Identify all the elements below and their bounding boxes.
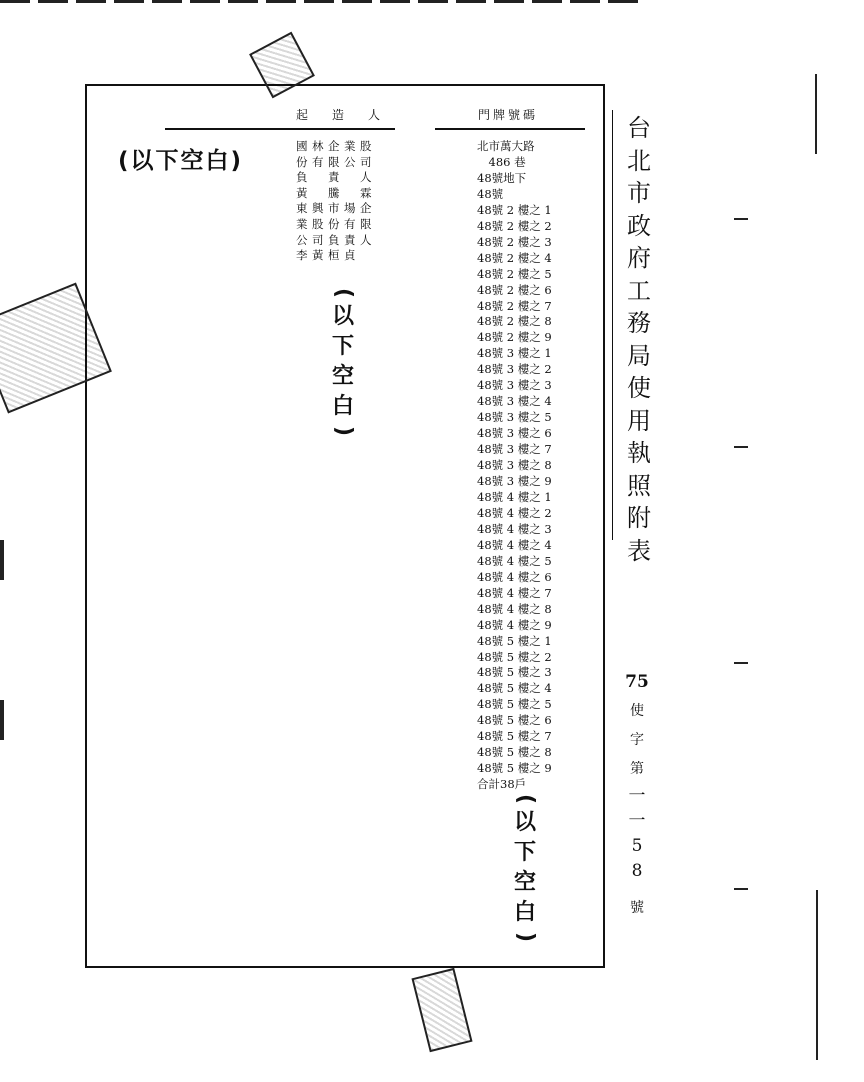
builder-line: 公司負責人 <box>296 232 376 247</box>
title-char: 附 <box>627 504 651 532</box>
address-line: 48號 3 樓之 7 <box>477 442 552 457</box>
title-char: 執 <box>627 439 651 467</box>
blank-mark-address <box>510 790 540 946</box>
permit-char: 第 <box>630 761 644 777</box>
address-line: 48號 3 樓之 8 <box>477 458 552 473</box>
permit-digit: 5 <box>631 836 643 856</box>
address-line: 48號 3 樓之 2 <box>477 362 552 377</box>
blank-mark-char: ) <box>513 931 538 943</box>
permit-number <box>622 668 652 923</box>
builder-line: 份有限公司 <box>296 154 376 169</box>
scan-mark <box>734 446 748 448</box>
seal-stamp-bottom <box>411 968 472 1052</box>
address-line: 48號 2 樓之 3 <box>477 234 552 249</box>
title-inner-rule <box>612 110 613 540</box>
builder-line: 黃 騰 霖 <box>296 185 376 200</box>
address-line: 48號 5 樓之 9 <box>477 761 552 776</box>
title-char: 務 <box>627 309 651 337</box>
address-list <box>477 139 552 793</box>
blank-mark-char: ( <box>513 793 538 805</box>
address-line: 48號 3 樓之 9 <box>477 474 552 489</box>
address-line: 48號 3 樓之 4 <box>477 394 552 409</box>
title-char: 使 <box>627 374 651 402</box>
blank-mark-horizontal: (以下空白) <box>118 148 244 174</box>
blank-mark-char: 白 <box>331 394 354 419</box>
builder-line: 業股份有限 <box>296 216 376 231</box>
permit-digit: 一 <box>628 811 646 831</box>
scan-mark <box>734 218 748 220</box>
builder-column-header: 起造人 <box>296 108 405 122</box>
address-line: 48號 5 樓之 3 <box>477 665 552 680</box>
address-line: 48號 5 樓之 4 <box>477 681 552 696</box>
scan-mark <box>816 890 818 1060</box>
title-char: 局 <box>627 341 651 370</box>
address-line: 48號 2 樓之 6 <box>477 282 552 297</box>
address-line: 48號 5 樓之 6 <box>477 713 552 728</box>
address-line: 48號 4 樓之 7 <box>477 585 552 600</box>
address-line: 48號 5 樓之 2 <box>477 649 552 664</box>
title-char: 用 <box>627 406 651 435</box>
permit-char: 使 <box>630 703 644 719</box>
address-line: 48號 2 樓之 2 <box>477 218 552 233</box>
address-line: 48號 2 樓之 5 <box>477 266 552 281</box>
title-char: 府 <box>627 244 651 272</box>
permit-digit: 8 <box>631 861 643 881</box>
address-line: 48號 4 樓之 2 <box>477 505 552 520</box>
builder-line: 國林企業股 <box>296 139 376 153</box>
blank-mark-builder <box>328 284 358 440</box>
builder-line: 負 責 人 <box>296 170 376 185</box>
permit-digit: 一 <box>628 786 646 806</box>
blank-mark-char: 白 <box>513 900 536 925</box>
builder-list <box>296 139 376 264</box>
address-line: 486 巷 <box>477 154 526 169</box>
permit-year: 75 <box>625 672 649 692</box>
address-line: 48號 2 樓之 4 <box>477 250 552 265</box>
scan-mark <box>815 74 817 154</box>
address-line: 48號 2 樓之 8 <box>477 314 552 329</box>
address-line: 48號 4 樓之 1 <box>477 489 552 504</box>
title-char: 政 <box>627 211 651 240</box>
address-line: 48號 5 樓之 5 <box>477 697 552 712</box>
scan-mark <box>0 0 640 3</box>
blank-mark-char: ) <box>331 425 356 437</box>
blank-mark-char: 以 <box>331 304 354 329</box>
scan-mark <box>0 700 4 740</box>
blank-mark-char: 空 <box>331 364 354 389</box>
address-line: 48號 3 樓之 1 <box>477 346 552 361</box>
address-line: 48號 4 樓之 5 <box>477 553 552 568</box>
address-line: 48號 2 樓之 1 <box>477 202 552 217</box>
address-line: 48號 2 樓之 9 <box>477 330 552 345</box>
title-char: 照 <box>627 471 651 500</box>
address-line: 48號 4 樓之 9 <box>477 617 552 632</box>
title-char: 台 <box>627 114 651 142</box>
address-line: 48號 4 樓之 8 <box>477 601 552 616</box>
builder-line: 東興市場企 <box>296 201 376 216</box>
permit-char: 字 <box>630 732 644 748</box>
blank-mark-char: 下 <box>331 334 354 359</box>
title-char: 市 <box>627 179 651 207</box>
address-line: 48號 3 樓之 3 <box>477 378 552 393</box>
builder-line: 李黃桓貞 <box>296 248 360 263</box>
title-divider-rule <box>603 84 605 968</box>
address-line: 48號 5 樓之 1 <box>477 633 552 648</box>
builder-header-rule <box>165 128 395 130</box>
title-char: 北 <box>627 146 651 175</box>
address-header-rule <box>435 128 585 130</box>
document-title <box>622 112 656 567</box>
address-line: 48號 2 樓之 7 <box>477 298 552 313</box>
scan-mark <box>734 662 748 664</box>
address-line: 48號 4 樓之 4 <box>477 537 552 552</box>
address-line: 48號 3 樓之 6 <box>477 426 552 441</box>
blank-mark-char: 空 <box>513 870 536 895</box>
blank-mark-char: 下 <box>513 840 536 865</box>
address-line: 48號 <box>477 186 504 201</box>
address-column-header: 門牌號碼 <box>478 108 539 122</box>
blank-mark-char: ( <box>331 287 356 299</box>
address-line: 北市萬大路 <box>477 139 535 153</box>
title-char: 表 <box>627 536 651 565</box>
address-total: 合計38戶 <box>477 777 527 792</box>
address-line: 48號 5 樓之 8 <box>477 745 552 760</box>
title-char: 工 <box>627 276 651 305</box>
scan-mark <box>734 888 748 890</box>
permit-char: 號 <box>630 900 644 916</box>
scan-mark <box>0 540 4 580</box>
address-line: 48號 4 樓之 6 <box>477 569 552 584</box>
address-line: 48號地下 <box>477 170 527 185</box>
address-line: 48號 5 樓之 7 <box>477 729 552 744</box>
blank-mark-char: 以 <box>513 810 536 835</box>
address-line: 48號 4 樓之 3 <box>477 521 552 536</box>
address-line: 48號 3 樓之 5 <box>477 410 552 425</box>
